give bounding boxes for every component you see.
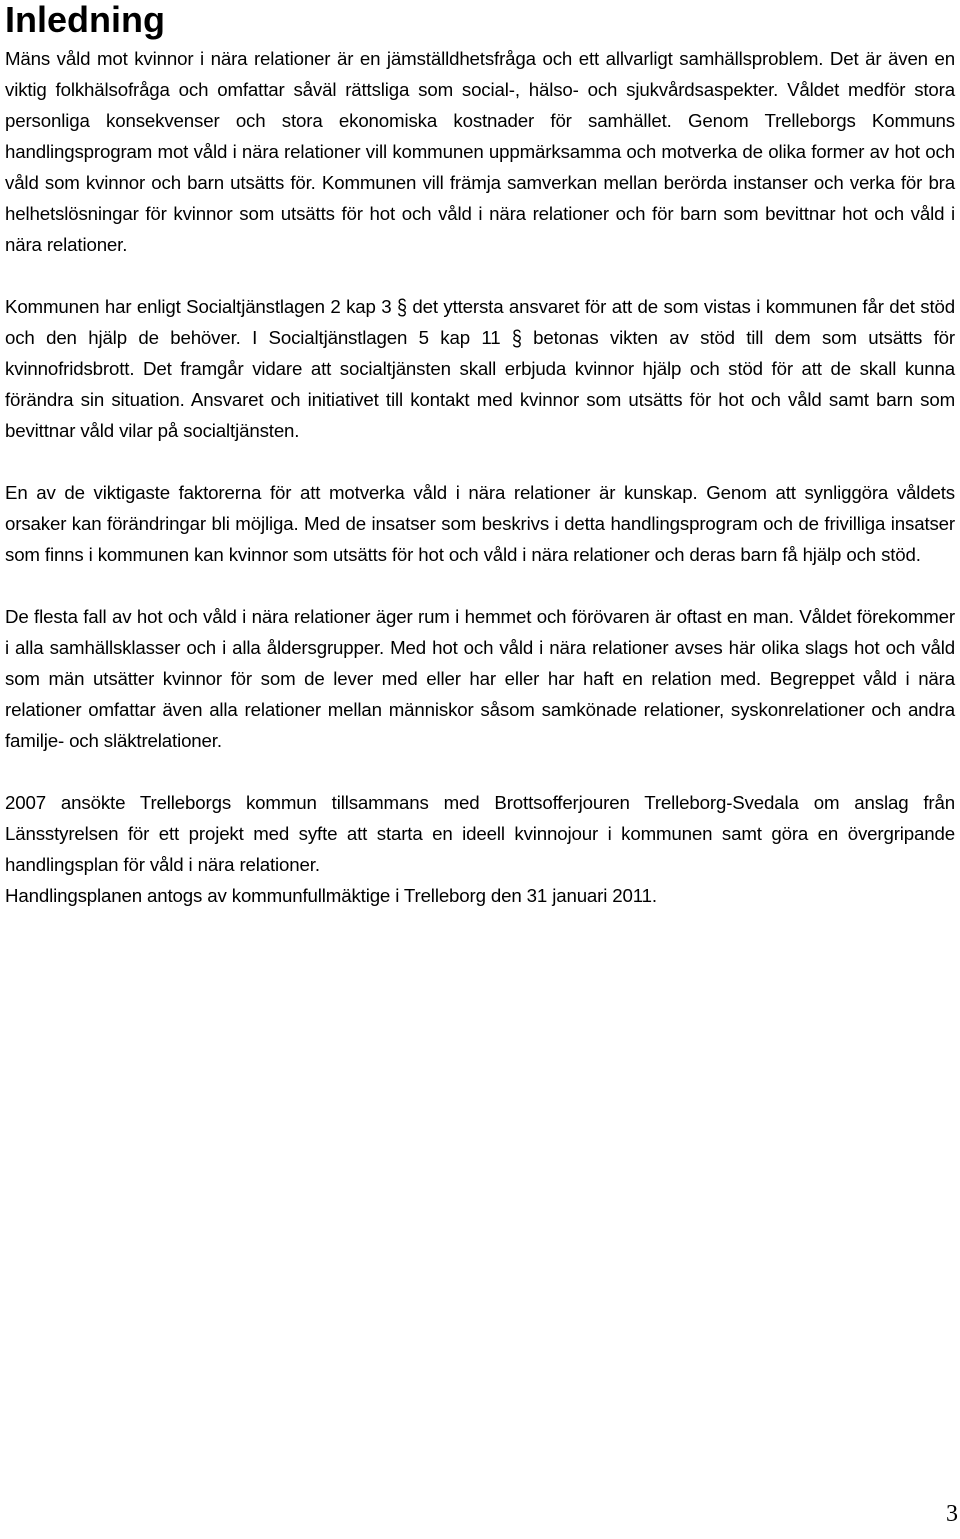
paragraph-definition: De flesta fall av hot och våld i nära relationer äger rum i hemmet och förövaren är oftast en man. Våldet förekommer i alla samhällsklasser och i alla åldersgrupper. Med hot och våld i nära relationer avses här olika slags hot och våld som män utsätter kvinnor för som de lever med eller har eller har haft en relation med. Begreppet våld i nära relationer omfattar även alla relationer mellan människor såsom samkönade relationer, syskonrelationer och andra familje- och släktrelationer.: [5, 606, 955, 751]
document-body: [5, 43, 955, 911]
paragraph-legislation-part-1: Kommunen har enligt Socialtjänstlagen 2 kap 3: [5, 296, 397, 317]
paragraph-knowledge: En av de viktigaste faktorerna för att motverka våld i nära relationer är kunskap. Genom att synliggöra våldets orsaker kan förändringar bli möjliga. Med de insatser som beskrivs i detta handlingsprogram och de frivilliga insatser som finns i kommunen kan kvinnor som utsätts för hot och våld i nära relationer och deras barn få hjälp och stöd.: [5, 482, 955, 565]
paragraph-intro: Mäns våld mot kvinnor i nära relationer är en jämställdhetsfråga och ett allvarligt samhällsproblem. Det är även en viktig folkhälsofråga och omfattar såväl rättsliga som social-, hälso- och sjukvårdsaspekter. Våldet medför stora personliga konsekvenser och stora ekonomiska kostnader för samhället. Genom Trelleborgs Kommuns handlingsprogram mot våld i nära relationer vill kommunen uppmärksamma och motverka de olika former av hot och våld som kvinnor och barn utsätts för. Kommunen vill främja samverkan mellan berörda instanser och verka för bra helhetslösningar för kvinnor som utsätts för hot och våld i nära relationer och för barn som bevittnar hot och våld i nära relationer.: [5, 48, 955, 255]
paragraph-history-line-2: Handlingsplanen antogs av kommunfullmäktige i Trelleborg den 31 januari 2011.: [5, 885, 657, 906]
page-number: 3: [946, 1501, 958, 1527]
section-sign: §: [397, 294, 407, 320]
paragraph-history-line-1: 2007 ansökte Trelleborgs kommun tillsammans med Brottsofferjouren Trelleborg-Svedala om anslag från Länsstyrelsen för ett projekt med syfte att starta en ideell kvinnojour i kommunen samt göra en övergripande handlingsplan för våld i nära relationer.: [5, 792, 955, 875]
paragraph-legislation-part-2: det yttersta ansvaret för att de som vistas i kommunen får det stöd och den hjälp de behöver. I Socialtjänstlagen 5 kap 11: [5, 296, 955, 348]
section-sign: §: [511, 325, 522, 351]
paragraph-legislation-part-3: betonas vikten av stöd till dem som utsätts för kvinnofridsbrott. Det framgår vidare att socialtjänsten skall erbjuda kvinnor hjälp och stöd för att de skall kunna förändra sin situation. Ansvaret och initiativet till kontakt med kvinnor som utsätts för hot och våld samt barn som bevittnar våld vilar på socialtjänsten.: [5, 327, 955, 441]
page-title: Inledning: [5, 0, 165, 40]
paragraph-legislation: [5, 291, 955, 446]
paragraph-history: [5, 787, 955, 911]
